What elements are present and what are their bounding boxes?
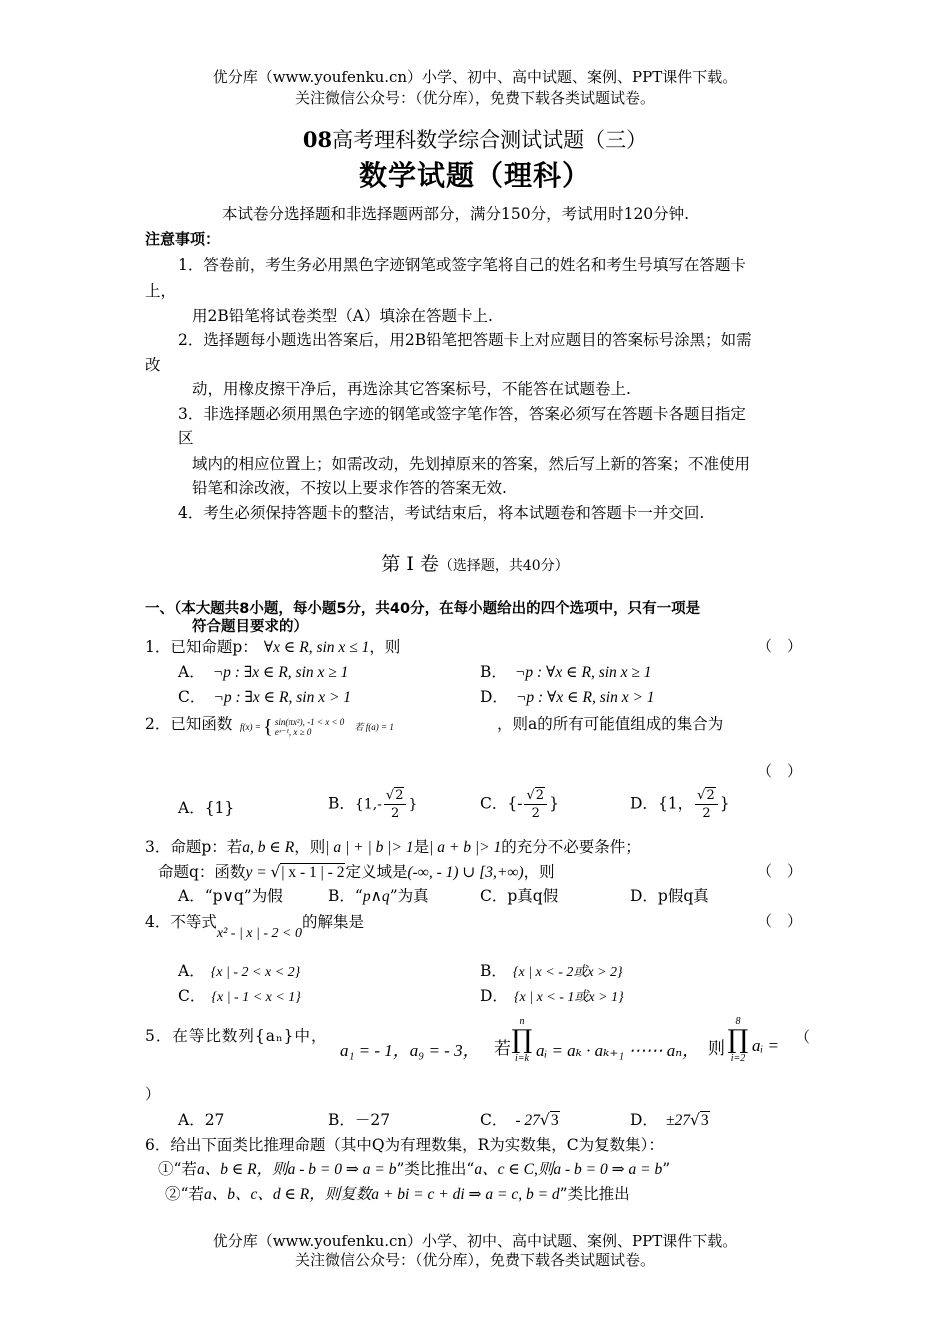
q1-d-label: D． <box>480 688 508 706</box>
q4-a-label: A． <box>178 962 205 980</box>
q4-math: x² - | x | - 2 < 0 <box>216 926 302 941</box>
q2-b-pre: {1,- <box>354 796 382 813</box>
q3-q-c: ，则 <box>523 863 555 881</box>
q2-piece-2: eˣ⁻¹, x ≥ 0 <box>274 727 312 737</box>
q3-m2: | a | + | b |> 1 <box>325 839 414 856</box>
q3-option-a: A．“p∨q”为假 <box>178 887 283 905</box>
q2-condition: 若 f(a) = 1 <box>354 722 394 732</box>
q2-b-rad: 2 <box>395 788 404 803</box>
q2-d-pre: {1， <box>657 794 694 813</box>
q4-option-b <box>480 959 623 981</box>
q5-c-pre: - 27 <box>515 1112 540 1129</box>
q3-b-m: p∧q <box>362 888 390 905</box>
q5-prod2-bottom: i=2 <box>730 1053 746 1064</box>
q2-option-c <box>480 787 559 822</box>
q5-prod2-symbol: ∏ <box>727 1025 749 1055</box>
note-2c: 动，用橡皮擦干净后，再选涂其它答案标号，不能答在试题卷上. <box>192 380 631 398</box>
q3-b-b: ”为真 <box>389 887 429 905</box>
q4-stem <box>145 910 364 941</box>
q1-option-b <box>480 660 652 682</box>
section-instructions-a: 一、（本大题共8小题，每小题5分，共40分，在每小题给出的四个选项中，只有一项是 <box>145 601 701 617</box>
q2-d-post: } <box>719 794 730 813</box>
part1-name: 第 Ⅰ 卷 <box>381 553 439 575</box>
q2-c-post: } <box>549 794 559 813</box>
q5-d-rad: 3 <box>700 1112 709 1129</box>
note-1c: 用2B铅笔将试卷类型（A）填涂在答题卡上. <box>192 307 493 325</box>
q5-d-label: D． <box>630 1111 658 1129</box>
q5-paren-close: ） <box>145 1085 161 1103</box>
q6-i2-b: ”类比推出 <box>559 1185 630 1203</box>
q5-eq2: aᵢ = <box>752 1036 779 1055</box>
q1-b-text: ¬p : ∀x ∈ R, sin x ≥ 1 <box>514 664 652 681</box>
q2-option-a: A．{1} <box>178 799 235 817</box>
q3-stem-b: ，则 <box>294 838 326 856</box>
q2-stem-b: ，则a的所有可能值组成的集合为 <box>497 715 724 733</box>
q6-item-1 <box>158 1157 670 1179</box>
q2-b-den: 2 <box>391 806 400 821</box>
q1-option-d <box>480 685 655 707</box>
q3-stem-a: 3．命题p：若 <box>145 838 243 856</box>
q3-b-a: B．“ <box>328 887 363 905</box>
q1-c-text: ¬p : ∃x ∈ R, sin x > 1 <box>213 689 352 706</box>
q1-stem <box>145 635 400 657</box>
q2-answer-paren: （ ） <box>757 762 803 780</box>
q5-prod1-top: n <box>519 1016 525 1027</box>
q3-q-m2: | x - 1 | - 2 <box>281 864 345 881</box>
q3-stem-q: 命题q：函数y = √| x - 1 | - 2定义域是(-∞, - 1) ∪ [3,+∞)，则 <box>158 863 555 881</box>
q6-i1-m1: a、b ∈ R，则a - b = 0 ⇒ a = b <box>196 1161 397 1178</box>
page-subtitle: 数学试题（理科） <box>358 159 591 192</box>
note-2a: 2．选择题每小题选出答案后，用2B铅笔把答题卡上对应题目的答案标号涂黑；如需 <box>178 331 752 349</box>
q4-answer-paren: （ ） <box>757 912 803 930</box>
q5-ze: 则 <box>708 1039 725 1059</box>
q6-i1-m2: a、c ∈ C,则a - b = 0 ⇒ a = b <box>474 1161 663 1178</box>
part1-subtitle: （选择题，共40分） <box>438 558 569 574</box>
q2-stem-a: 2．已知函数 <box>145 715 233 733</box>
title-year: 08 <box>302 127 333 152</box>
q2-c-frac: $\frac{√2}{2}$ <box>524 787 547 822</box>
q2-c-pre: {- <box>507 794 523 813</box>
q2-d-den: 2 <box>702 806 711 821</box>
section-instructions-b: 符合题目要求的） <box>192 619 308 635</box>
q5-option-b: B．－27 <box>328 1111 391 1129</box>
q3-stem-d: 的充分不必要条件； <box>501 838 641 856</box>
q1-c-label: C． <box>178 688 206 706</box>
q2-option-b <box>328 787 417 822</box>
q1-stem-b: ，则 <box>369 638 401 656</box>
q2-b-frac: $\frac{√2}{2}$ <box>384 787 407 822</box>
q5-stem: 5．在等比数列{aₙ}中， <box>145 1027 328 1045</box>
note-1a: 1．答卷前，考生务必用黑色字迹钢笔或签字笔将自己的姓名和考生号填写在答题卡 <box>178 256 746 274</box>
q5-paren-open: （ <box>795 1028 811 1046</box>
q3-stem <box>145 835 641 857</box>
note-4: 4．考生必须保持答题卡的整洁，考试结束后，将本试题卷和答题卡一并交回. <box>178 504 705 522</box>
q5-prod2-top: 8 <box>735 1016 741 1027</box>
q3-m3: | a + b |> 1 <box>429 839 502 856</box>
q4-b-text: {x | x < - 2或x > 2} <box>512 965 623 980</box>
q5-option-c: C． - 27√3 <box>480 1111 559 1129</box>
header-line-1: 优分库（www.youfenku.cn）小学、初中、高中试题、案例、PPT课件下载。 <box>212 68 738 86</box>
q1-option-c <box>178 685 351 707</box>
q2-d-frac: $\frac{√2}{2}$ <box>695 787 718 822</box>
q3-option-d: D．p假q真 <box>630 887 709 905</box>
q3-q-m3: (-∞, - 1) ∪ [3,+∞) <box>407 864 524 881</box>
q6-i1-a: ①“若 <box>158 1160 197 1178</box>
q6-i1-b: ”类比推出“ <box>396 1160 475 1178</box>
q5-prod1-bottom: i=k <box>515 1053 529 1064</box>
q4-a-text: {x | - 2 < x < 2} <box>210 965 301 980</box>
q3-stem-c: 是 <box>413 838 430 856</box>
q4-b-label: B． <box>480 962 507 980</box>
note-1b: 上， <box>145 282 177 300</box>
notes-heading: 注意事项： <box>145 230 221 248</box>
q1-a-label: A． <box>178 663 205 681</box>
note-2b: 改 <box>145 356 161 374</box>
q4-c-text: {x | - 1 < x < 1} <box>211 990 301 1005</box>
q4-option-a <box>178 959 300 981</box>
q5-ruo: 若 <box>494 1039 511 1059</box>
q3-q-a: 命题q：函数 <box>158 863 246 881</box>
q2-c-den: 2 <box>531 806 540 821</box>
q5-given: a₁ = - 1，a₉ = - 3， <box>340 1041 480 1060</box>
q4-d-label: D． <box>480 987 508 1005</box>
q1-answer-paren: （ ） <box>757 637 803 655</box>
q3-q-m1: y = <box>245 864 271 881</box>
footer-line-1: 优分库（www.youfenku.cn）小学、初中、高中试题、案例、PPT课件下载。 <box>212 1232 738 1250</box>
q6-i2-a: ②“若 <box>165 1185 204 1203</box>
q4-c-label: C． <box>178 987 206 1005</box>
footer-line-2: 关注微信公众号：（优分库），免费下载各类试题试卷。 <box>294 1251 655 1269</box>
q5-prod1-symbol: ∏ <box>511 1025 533 1055</box>
q5-product-2 <box>726 1016 750 1064</box>
q2-piecewise <box>240 717 394 737</box>
q2-piece-1: sin(πx²), -1 < x < 0 <box>274 717 345 727</box>
q1-stem-a: 1．已知命题p： <box>145 638 258 656</box>
note-3c: 域内的相应位置上；如需改动，先划掉原来的答案，然后写上新的答案；不准使用 <box>192 455 751 473</box>
q3-q-b: 定义域是 <box>345 863 408 881</box>
q5-c-label: C． <box>480 1111 508 1129</box>
q3-option-c: C．p真q假 <box>480 887 559 905</box>
q4-stem-b: 的解集是 <box>301 913 364 931</box>
q5-option-a: A．27 <box>178 1111 225 1129</box>
q1-a-text: ¬p : ∃x ∈ R, sin x ≥ 1 <box>212 664 349 681</box>
q2-d-rad: 2 <box>706 788 715 803</box>
q1-stem-math: ∀x ∈ R, sin x ≤ 1 <box>263 639 370 656</box>
q5-d-pre: ±27 <box>665 1112 690 1129</box>
q6-item-2 <box>165 1182 630 1204</box>
q2-c-rad: 2 <box>535 788 545 803</box>
q2-pieces <box>275 717 344 737</box>
q5-eq1: aᵢ = aₖ · aₖ₊₁ ⋯⋯ aₙ， <box>536 1041 700 1060</box>
title-rest: 高考理科数学综合测试试题（三） <box>332 128 648 152</box>
q6-i2-m1: a、b、c、d ∈ R，则复数a + bi = c + di ⇒ a = c, b = d <box>203 1186 560 1203</box>
q3-answer-paren: （ ） <box>757 862 803 880</box>
q1-b-label: B． <box>480 663 507 681</box>
q5-option-d: D． ±27√3 <box>630 1111 709 1129</box>
q5-product-1 <box>510 1016 534 1064</box>
q2-c-label: C． <box>480 794 508 813</box>
q1-option-a <box>178 660 348 682</box>
q4-d-text: {x | x < - 1或x > 1} <box>513 990 624 1005</box>
part1-title <box>0 549 950 576</box>
q3-option-b <box>328 884 429 906</box>
q6-i1-c: ” <box>662 1160 671 1178</box>
q5-c-rad: 3 <box>550 1112 559 1129</box>
q2-fx: f(x) = <box>240 722 261 732</box>
q2-option-d <box>630 787 730 822</box>
q6-stem: 6．给出下面类比推理命题（其中Q为有理数集，R为实数集，C为复数集）： <box>145 1136 664 1154</box>
q2-brace: { <box>263 716 273 738</box>
q3-m1: a, b ∈ R <box>242 839 295 856</box>
page-title <box>0 124 950 154</box>
q4-option-c <box>178 984 301 1006</box>
note-3b: 区 <box>178 429 194 447</box>
q4-option-d <box>480 984 624 1006</box>
q2-b-label: B． <box>328 794 355 813</box>
q2-b-post: } <box>408 796 418 813</box>
intro-text: 本试卷分选择题和非选择题两部分，满分150分，考试用时120分钟. <box>222 205 690 223</box>
header-line-2: 关注微信公众号：（优分库），免费下载各类试题试卷。 <box>294 89 655 107</box>
q2-d-label: D． <box>630 794 658 813</box>
note-3d: 铅笔和涂改液，不按以上要求作答的答案无效. <box>192 479 507 497</box>
q4-stem-a: 4．不等式 <box>145 913 217 931</box>
q1-d-text: ¬p : ∀x ∈ R, sin x > 1 <box>515 689 655 706</box>
note-3a: 3．非选择题必须用黑色字迹的钢笔或签字笔作答，答案必须写在答题卡各题目指定 <box>178 405 746 423</box>
